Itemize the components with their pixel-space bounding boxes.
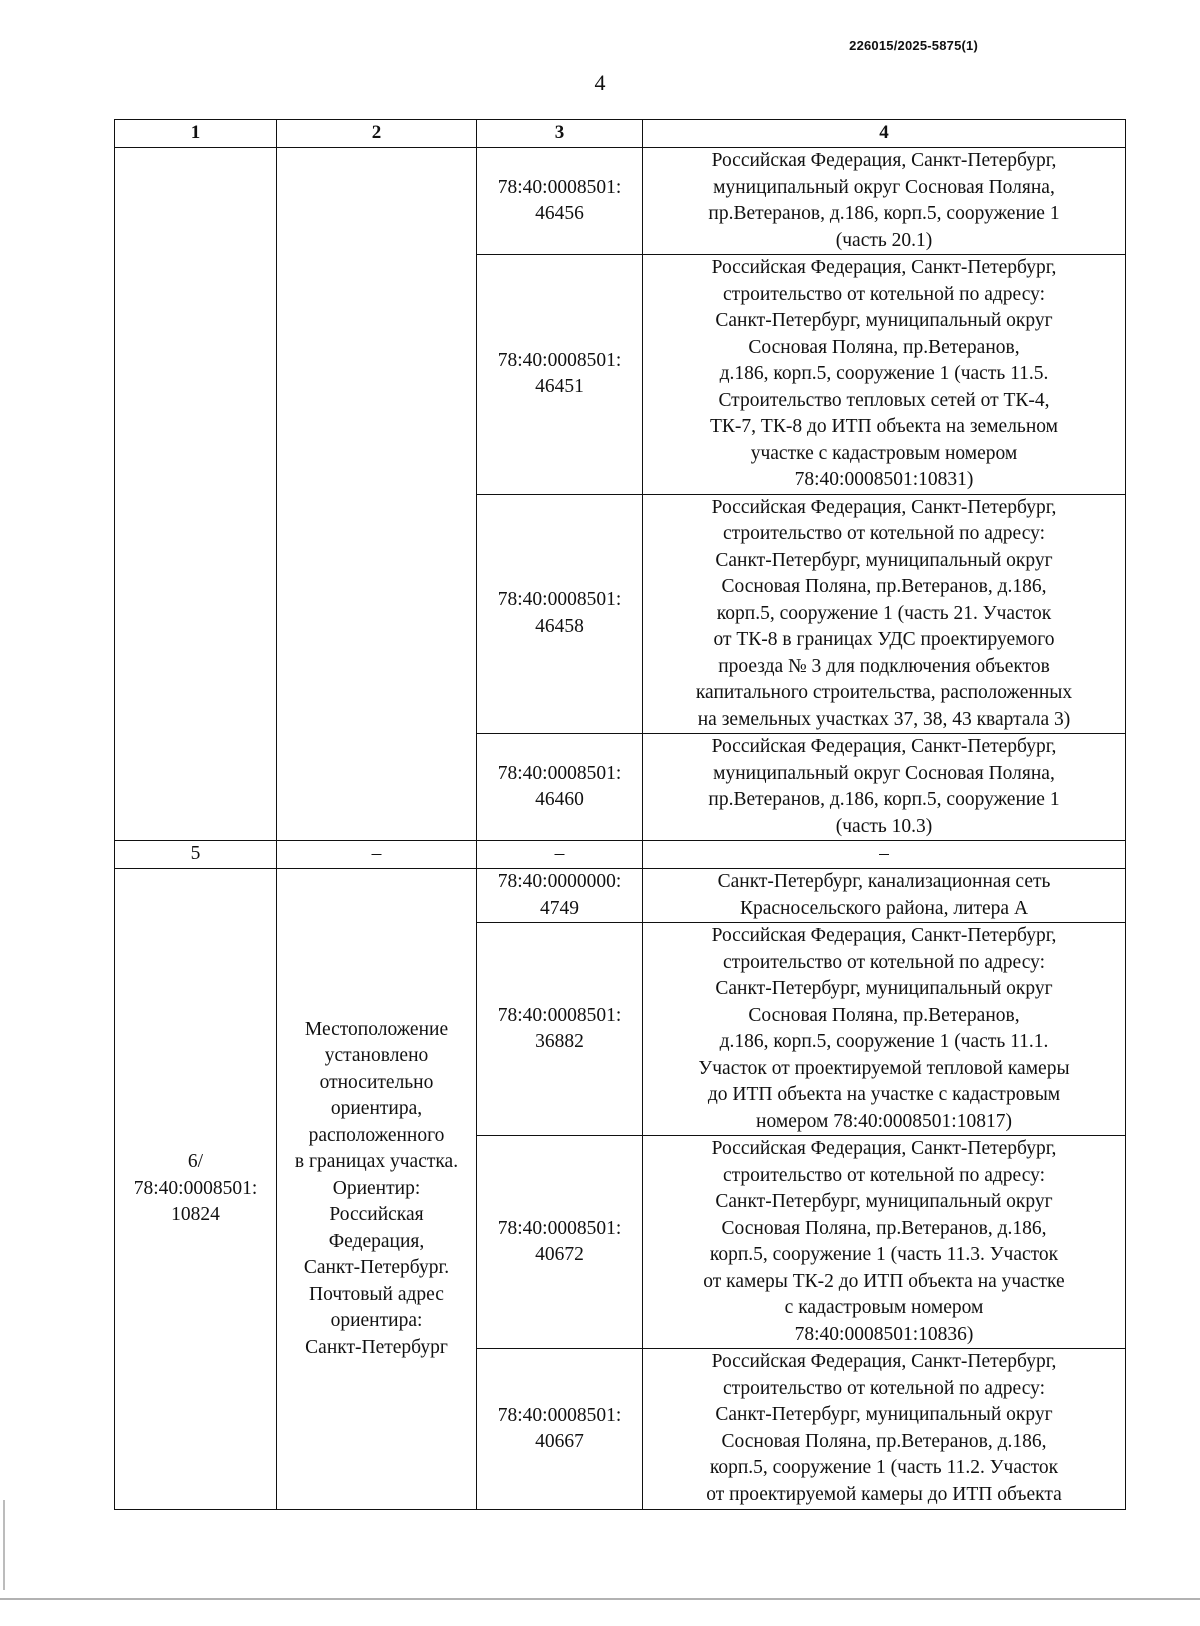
address-cell: Российская Федерация, Санкт-Петербург, строительство от котельной по адресу: Санкт-Петербург, муниципальный округ Сосновая Поляна, пр.Ветеранов, д.186, корп.5, сооружение 1 (часть 21. Участок от ТК-8 в границах УДС проектируемого проезда № 3 для подключения объектов капитального строительства, расположенных на земельных участках 37, 38, 43 квартала 3) [643, 494, 1126, 734]
location-cell: Местоположение установлено относительно ориентира, расположенного в границах участка. Ориентир: Российская Федерация, Санкт-Петербург. Почтовый адрес ориентира: Санкт-Петербург [277, 869, 477, 1510]
cadastral-number-cell: 78:40:0008501: 46458 [477, 494, 643, 734]
cadastral-number-cell: 78:40:0008501: 36882 [477, 923, 643, 1136]
address-cell: Российская Федерация, Санкт-Петербург, муниципальный округ Сосновая Поляна, пр.Ветеранов, д.186, корп.5, сооружение 1 (часть 10.3) [643, 734, 1126, 841]
table-row [115, 148, 1126, 255]
cadastral-number-cell: 78:40:0000000: 4749 [477, 869, 643, 923]
cadastral-number-cell: 78:40:0008501: 46451 [477, 255, 643, 495]
cadastral-number-cell: 78:40:0008501: 46460 [477, 734, 643, 841]
row-number-cell-empty [115, 148, 277, 841]
address-cell: Российская Федерация, Санкт-Петербург, муниципальный округ Сосновая Поляна, пр.Ветеранов, д.186, корп.5, сооружение 1 (часть 20.1) [643, 148, 1126, 255]
table-row [115, 869, 1126, 923]
address-cell: Российская Федерация, Санкт-Петербург, строительство от котельной по адресу: Санкт-Петербург, муниципальный округ Сосновая Поляна, пр.Ветеранов, д.186, корп.5, сооружение 1 (часть 11.1. Участок от проектируемой тепловой камеры до ИТП объекта на участке с кадастровым номером 78:40:0008501:10817) [643, 923, 1126, 1136]
row-number-cell: 6/ 78:40:0008501: 10824 [115, 869, 277, 1510]
column-header-4: 4 [643, 120, 1126, 148]
address-cell: Санкт-Петербург, канализационная сеть Красносельского района, литера А [643, 869, 1126, 923]
cadastral-number-cell: 78:40:0008501: 40672 [477, 1136, 643, 1349]
cadastral-number-cell: 78:40:0008501: 40667 [477, 1349, 643, 1510]
cadastral-number-cell: – [477, 841, 643, 869]
column-header-3: 3 [477, 120, 643, 148]
scan-artifact-line [0, 1598, 1200, 1600]
table-row [115, 841, 1126, 869]
table-header-row [115, 120, 1126, 148]
document-registration-number: 226015/2025-5875(1) [849, 38, 978, 53]
address-cell: Российская Федерация, Санкт-Петербург, строительство от котельной по адресу: Санкт-Петербург, муниципальный округ Сосновая Поляна, пр.Ветеранов, д.186, корп.5, сооружение 1 (часть 11.3. Участок от камеры ТК-2 до ИТП объекта на участке с кадастровым номером 78:40:0008501:10836) [643, 1136, 1126, 1349]
cadastral-number-cell: 78:40:0008501: 46456 [477, 148, 643, 255]
address-cell: Российская Федерация, Санкт-Петербург, строительство от котельной по адресу: Санкт-Петербург, муниципальный округ Сосновая Поляна, пр.Ветеранов, д.186, корп.5, сооружение 1 (часть 11.2. Участок от проектируемой камеры до ИТП объекта [643, 1349, 1126, 1510]
scan-artifact-edge [3, 1500, 5, 1590]
column-header-1: 1 [115, 120, 277, 148]
cadastral-table [114, 119, 1126, 1510]
location-cell-empty [277, 148, 477, 841]
row-number-cell: 5 [115, 841, 277, 869]
page-number: 4 [594, 70, 606, 95]
column-header-2: 2 [277, 120, 477, 148]
address-cell: Российская Федерация, Санкт-Петербург, строительство от котельной по адресу: Санкт-Петербург, муниципальный округ Сосновая Поляна, пр.Ветеранов, д.186, корп.5, сооружение 1 (часть 11.5. Строительство тепловых сетей от ТК-4, ТК-7, ТК-8 до ИТП объекта на земельном участке с кадастровым номером 78:40:0008501:10831) [643, 255, 1126, 495]
address-cell: – [643, 841, 1126, 869]
location-cell: – [277, 841, 477, 869]
